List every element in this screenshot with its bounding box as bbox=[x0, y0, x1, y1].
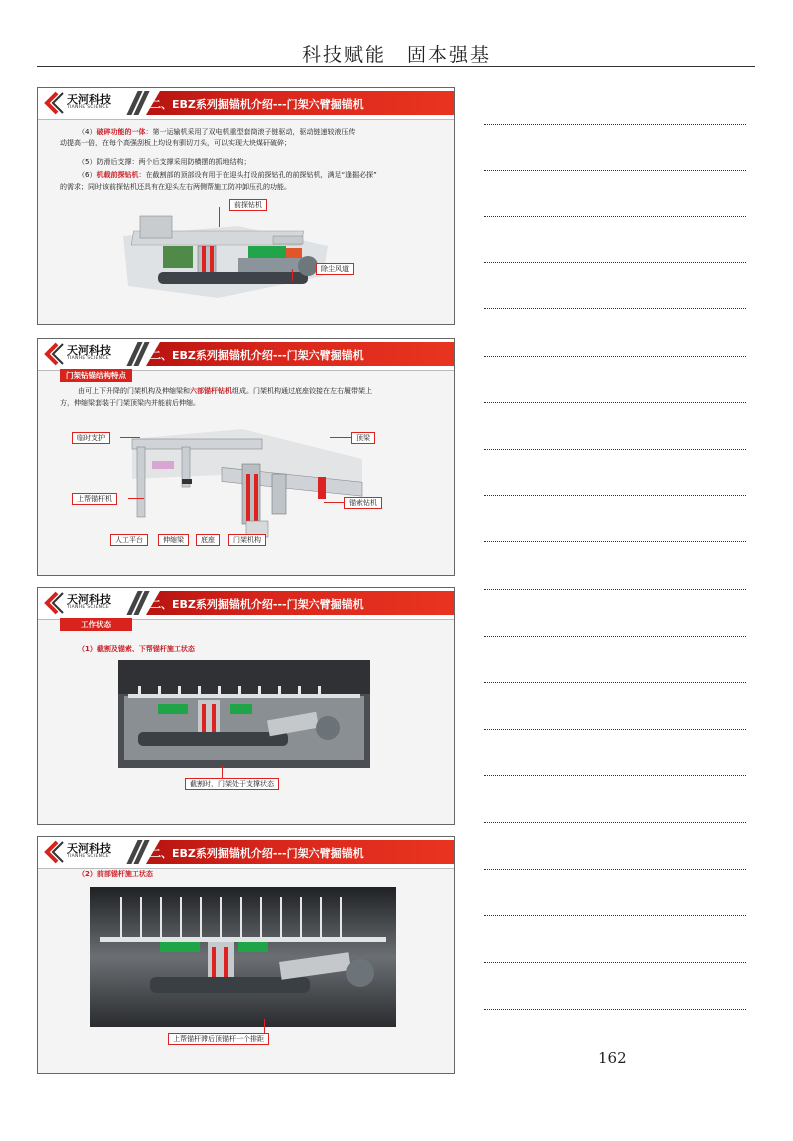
slide-2 bbox=[37, 338, 455, 576]
note-line[interactable] bbox=[484, 962, 746, 963]
callout-label: 门架机构 bbox=[228, 534, 266, 546]
paragraph-4-cont: 动提高一倍，在每个高强刮板上均设有驯切刀头，可以实现大块煤矸破碎； bbox=[60, 139, 291, 147]
company-logo bbox=[43, 91, 129, 115]
callout-label: 上帮锚杆机 bbox=[72, 493, 117, 505]
header-rule bbox=[37, 66, 755, 67]
slide-title: 二、EBZ系列掘锚机介绍---门架六臂掘锚机 bbox=[150, 598, 364, 611]
slide-4 bbox=[37, 836, 455, 1074]
note-line[interactable] bbox=[484, 495, 746, 496]
note-line[interactable] bbox=[484, 170, 746, 171]
note-line[interactable] bbox=[484, 402, 746, 403]
callout-label: 底座 bbox=[196, 534, 220, 546]
callout-leader bbox=[222, 766, 223, 778]
gantry-illustration bbox=[122, 419, 372, 549]
logo-subtext: TIANHE SCIENCE bbox=[67, 105, 109, 110]
callout-label: 上帮锚杆滞后顶锚杆一个排距 bbox=[168, 1033, 269, 1045]
logo-text: 天河科技 bbox=[67, 842, 111, 855]
note-line[interactable] bbox=[484, 636, 746, 637]
page-header-title: 科技赋能 固本强基 bbox=[301, 44, 491, 66]
note-line[interactable] bbox=[484, 1009, 746, 1010]
paragraph-structure-cont: 方，伸缩梁套装于门架顶梁内并能前后伸缩。 bbox=[60, 399, 200, 407]
paragraph-5: （5）防滑后支撑：两个后支撑采用防横摆的抓地结构； bbox=[78, 158, 251, 166]
note-line[interactable] bbox=[484, 541, 746, 542]
logo-text: 天河科技 bbox=[67, 344, 111, 357]
callout-leader bbox=[324, 502, 344, 503]
slide-title: 二、EBZ系列掘锚机介绍---门架六臂掘锚机 bbox=[150, 847, 364, 860]
section-tag: 门架钻锚结构特点 bbox=[60, 369, 132, 382]
tunnel-illustration bbox=[118, 660, 370, 768]
slide-header bbox=[38, 837, 454, 868]
tunnel-illustration bbox=[90, 887, 396, 1027]
note-line[interactable] bbox=[484, 682, 746, 683]
callout-label: 截割时，门架处于支撑状态 bbox=[185, 778, 279, 790]
callout-label: 伸缩梁 bbox=[158, 534, 189, 546]
subtitle: （1）截割及锚索、下帮锚杆施工状态 bbox=[78, 645, 195, 653]
logo-chevron-icon bbox=[43, 91, 65, 115]
subtitle: （2）前部锚杆施工状态 bbox=[78, 870, 153, 878]
callout-label: 顶梁 bbox=[351, 432, 375, 444]
note-line[interactable] bbox=[484, 449, 746, 450]
logo-text: 天河科技 bbox=[67, 93, 111, 106]
slide-1 bbox=[37, 87, 455, 325]
logo-chevron-icon bbox=[43, 342, 65, 366]
callout-leader bbox=[292, 269, 293, 281]
note-line[interactable] bbox=[484, 869, 746, 870]
callout-label: 临时支护 bbox=[72, 432, 110, 444]
paragraph-4: （4）破碎功能的一体：第一运输机采用了双电机重型套筒滚子链驱动，驱动链速较液压传 bbox=[78, 128, 356, 136]
company-logo bbox=[43, 591, 129, 615]
paragraph-structure: 由可上下升降的门架机构及伸缩梁和六部锚杆钻机组成。门架机构通过底座铰接在左右履带架上 bbox=[78, 387, 372, 395]
callout-leader bbox=[128, 498, 144, 499]
note-line[interactable] bbox=[484, 915, 746, 916]
note-line[interactable] bbox=[484, 124, 746, 125]
callout-label: 除尘风道 bbox=[316, 263, 354, 275]
note-line[interactable] bbox=[484, 729, 746, 730]
divider bbox=[38, 119, 454, 120]
logo-subtext: TIANHE SCIENCE bbox=[67, 605, 109, 610]
callout-leader bbox=[330, 437, 351, 438]
note-line[interactable] bbox=[484, 775, 746, 776]
note-line[interactable] bbox=[484, 308, 746, 309]
callout-label: 前探钻机 bbox=[229, 199, 267, 211]
logo-text: 天河科技 bbox=[67, 593, 111, 606]
callout-leader bbox=[120, 437, 140, 438]
section-tag: 工作状态 bbox=[60, 618, 132, 631]
paragraph-6: （6）机载前探钻机：在截割部的顶部设有用于在迎头打设前探钻孔的前探钻机，满足“逢掘必探” bbox=[78, 171, 377, 179]
company-logo bbox=[43, 840, 129, 864]
logo-chevron-icon bbox=[43, 591, 65, 615]
paragraph-6-cont: 的需求；同时该前探钻机还具有在迎头左右两侧帮施工防冲卸压孔的功能。 bbox=[60, 183, 291, 191]
company-logo bbox=[43, 342, 129, 366]
callout-label: 人工平台 bbox=[110, 534, 148, 546]
note-line[interactable] bbox=[484, 589, 746, 590]
slide-header bbox=[38, 339, 454, 370]
page-number: 162 bbox=[598, 1049, 627, 1067]
slide-header bbox=[38, 88, 454, 119]
machine-illustration bbox=[118, 206, 338, 310]
logo-chevron-icon bbox=[43, 840, 65, 864]
slide-3 bbox=[37, 587, 455, 825]
logo-subtext: TIANHE SCIENCE bbox=[67, 356, 109, 361]
slide-title: 二、EBZ系列掘锚机介绍---门架六臂掘锚机 bbox=[150, 349, 364, 362]
callout-leader bbox=[264, 1019, 265, 1033]
note-line[interactable] bbox=[484, 216, 746, 217]
note-line[interactable] bbox=[484, 356, 746, 357]
note-line[interactable] bbox=[484, 822, 746, 823]
slide-header bbox=[38, 588, 454, 619]
logo-subtext: TIANHE SCIENCE bbox=[67, 854, 109, 859]
slide-title: 二、EBZ系列掘锚机介绍---门架六臂掘锚机 bbox=[150, 98, 364, 111]
note-line[interactable] bbox=[484, 262, 746, 263]
callout-leader bbox=[219, 207, 220, 227]
callout-label: 锚索钻机 bbox=[344, 497, 382, 509]
